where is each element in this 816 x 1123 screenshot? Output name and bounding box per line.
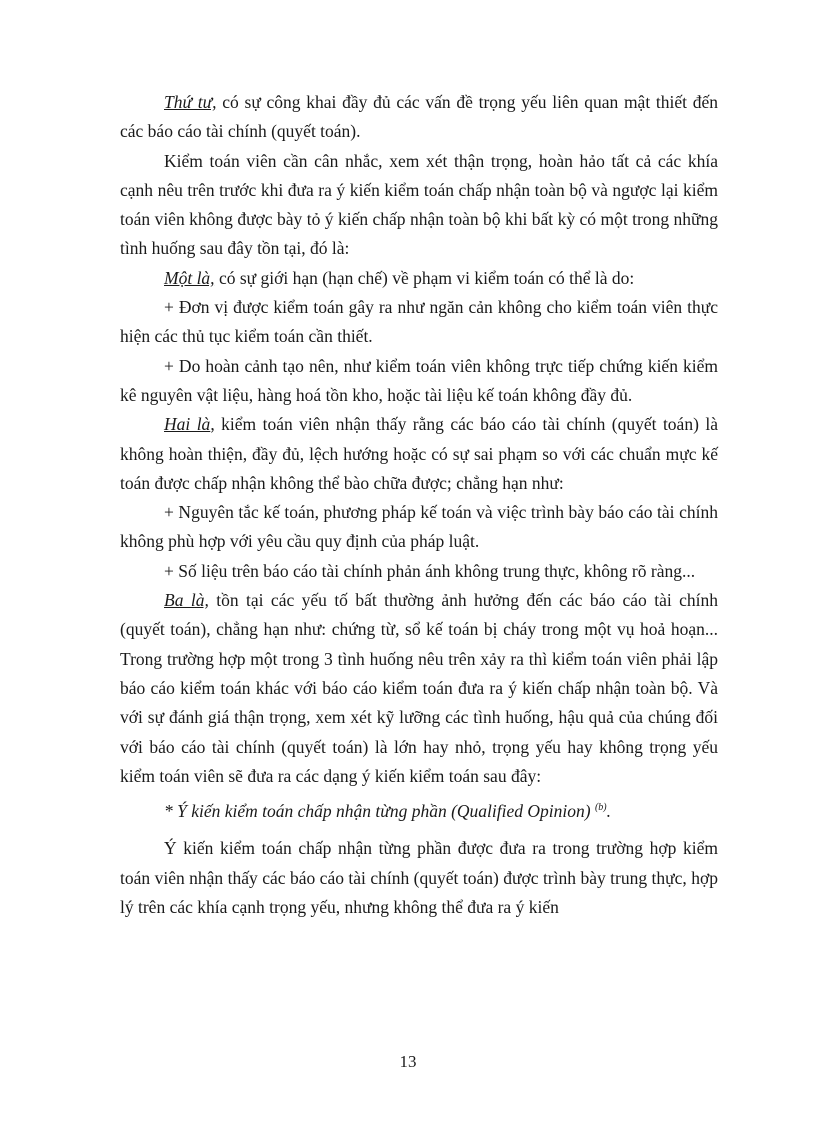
bullet-don-vi xyxy=(120,293,718,352)
paragraph-lead: Thứ tư, xyxy=(164,92,217,112)
paragraph-text: + Do hoàn cảnh tạo nên, như kiểm toán viên không trực tiếp chứng kiến kiểm kê nguyên vật liệu, hàng hoá tồn kho, hoặc tài liệu kế toán không đầy đủ. xyxy=(120,355,718,405)
paragraph-text: , kiểm toán viên nhận thấy rằng các báo cáo tài chính (quyết toán) là không hoàn thiện, đầy đủ, lệch hướng hoặc có sự sai phạm so với các chuẩn mực kế toán được chấp nhận không thể bào chữa được; chẳng hạn như: xyxy=(120,414,718,493)
paragraph-lead: Ba là, xyxy=(164,590,209,611)
subheading-text: * Ý kiến kiểm toán chấp nhận từng phần (Qualified Opinion) xyxy=(164,801,591,822)
paragraph-mot-la xyxy=(120,264,718,293)
paragraph-ba-la xyxy=(120,586,718,791)
paragraph-lead: Hai là xyxy=(164,414,211,435)
footnote-marker: (b) xyxy=(594,802,607,814)
paragraph-text: Kiểm toán viên cần cân nhắc, xem xét thận trọng, hoàn hảo tất cả các khía cạnh nêu trên trước khi đưa ra ý kiến kiểm toán chấp nhận toàn bộ và ngược lại kiểm toán viên không được bày tỏ ý kiến chấp nhận toàn bộ khi bất kỳ có một trong những tình huống sau đây tồn tại, đó là: xyxy=(120,150,718,259)
paragraph-hai-la xyxy=(120,410,718,498)
page-body xyxy=(120,88,718,922)
paragraph-text: Ý kiến kiểm toán chấp nhận từng phần được đưa ra trong trường hợp kiểm toán viên nhận thấy các báo cáo tài chính (quyết toán) được trình bày trung thực, hợp lý trên các khía cạnh trọng yếu, nhưng không thể đưa ra ý kiến xyxy=(120,838,718,918)
bullet-so-lieu xyxy=(120,557,718,586)
page-number: 13 xyxy=(399,1052,417,1071)
bullet-hoan-canh xyxy=(120,352,718,411)
paragraph-text: + Số liệu trên báo cáo tài chính phản ánh không trung thực, không rõ ràng... xyxy=(164,560,696,581)
paragraph-text: tồn tại các yếu tố bất thường ảnh hưởng đến các báo cáo tài chính (quyết toán), chẳng hạn như: chứng từ, sổ kế toán bị cháy trong một vụ hoả hoạn... Trong trường hợp một trong 3 tình huống nêu trên xảy ra thì kiểm toán viên phải lập báo cáo kiểm toán khác với báo cáo kiểm toán đưa ra ý kiến chấp nhận toàn bộ. Và với sự đánh giá thận trọng, xem xét kỹ lưỡng các tình huống, hậu quả của chúng đối với báo cáo tài chính (quyết toán) là lớn hay nhỏ, trọng yếu hay không trọng yếu kiểm toán viên sẽ đưa ra các dạng ý kiến kiểm toán sau đây: xyxy=(120,590,718,786)
paragraph-lead: Một là, xyxy=(164,267,215,288)
subheading-tail: . xyxy=(606,801,611,822)
section-subheading xyxy=(120,797,718,826)
paragraph-thu-tu xyxy=(120,88,718,147)
paragraph-text: có sự công khai đầy đủ các vấn đề trọng yếu liên quan mật thiết đến các báo cáo tài chính (quyết toán). xyxy=(120,92,718,142)
paragraph-kiem-toan-vien xyxy=(120,147,718,264)
paragraph-text: + Đơn vị được kiểm toán gây ra như ngăn cản không cho kiểm toán viên thực hiện các thủ tục kiểm toán cần thiết. xyxy=(120,297,718,347)
bullet-nguyen-tac xyxy=(120,498,718,557)
paragraph-closing xyxy=(120,834,718,922)
paragraph-text: có sự giới hạn (hạn chế) về phạm vi kiểm toán có thể là do: xyxy=(214,267,635,288)
paragraph-text: + Nguyên tắc kế toán, phương pháp kế toán và việc trình bày báo cáo tài chính không phù hợp với yêu cầu quy định của pháp luật. xyxy=(120,502,718,552)
